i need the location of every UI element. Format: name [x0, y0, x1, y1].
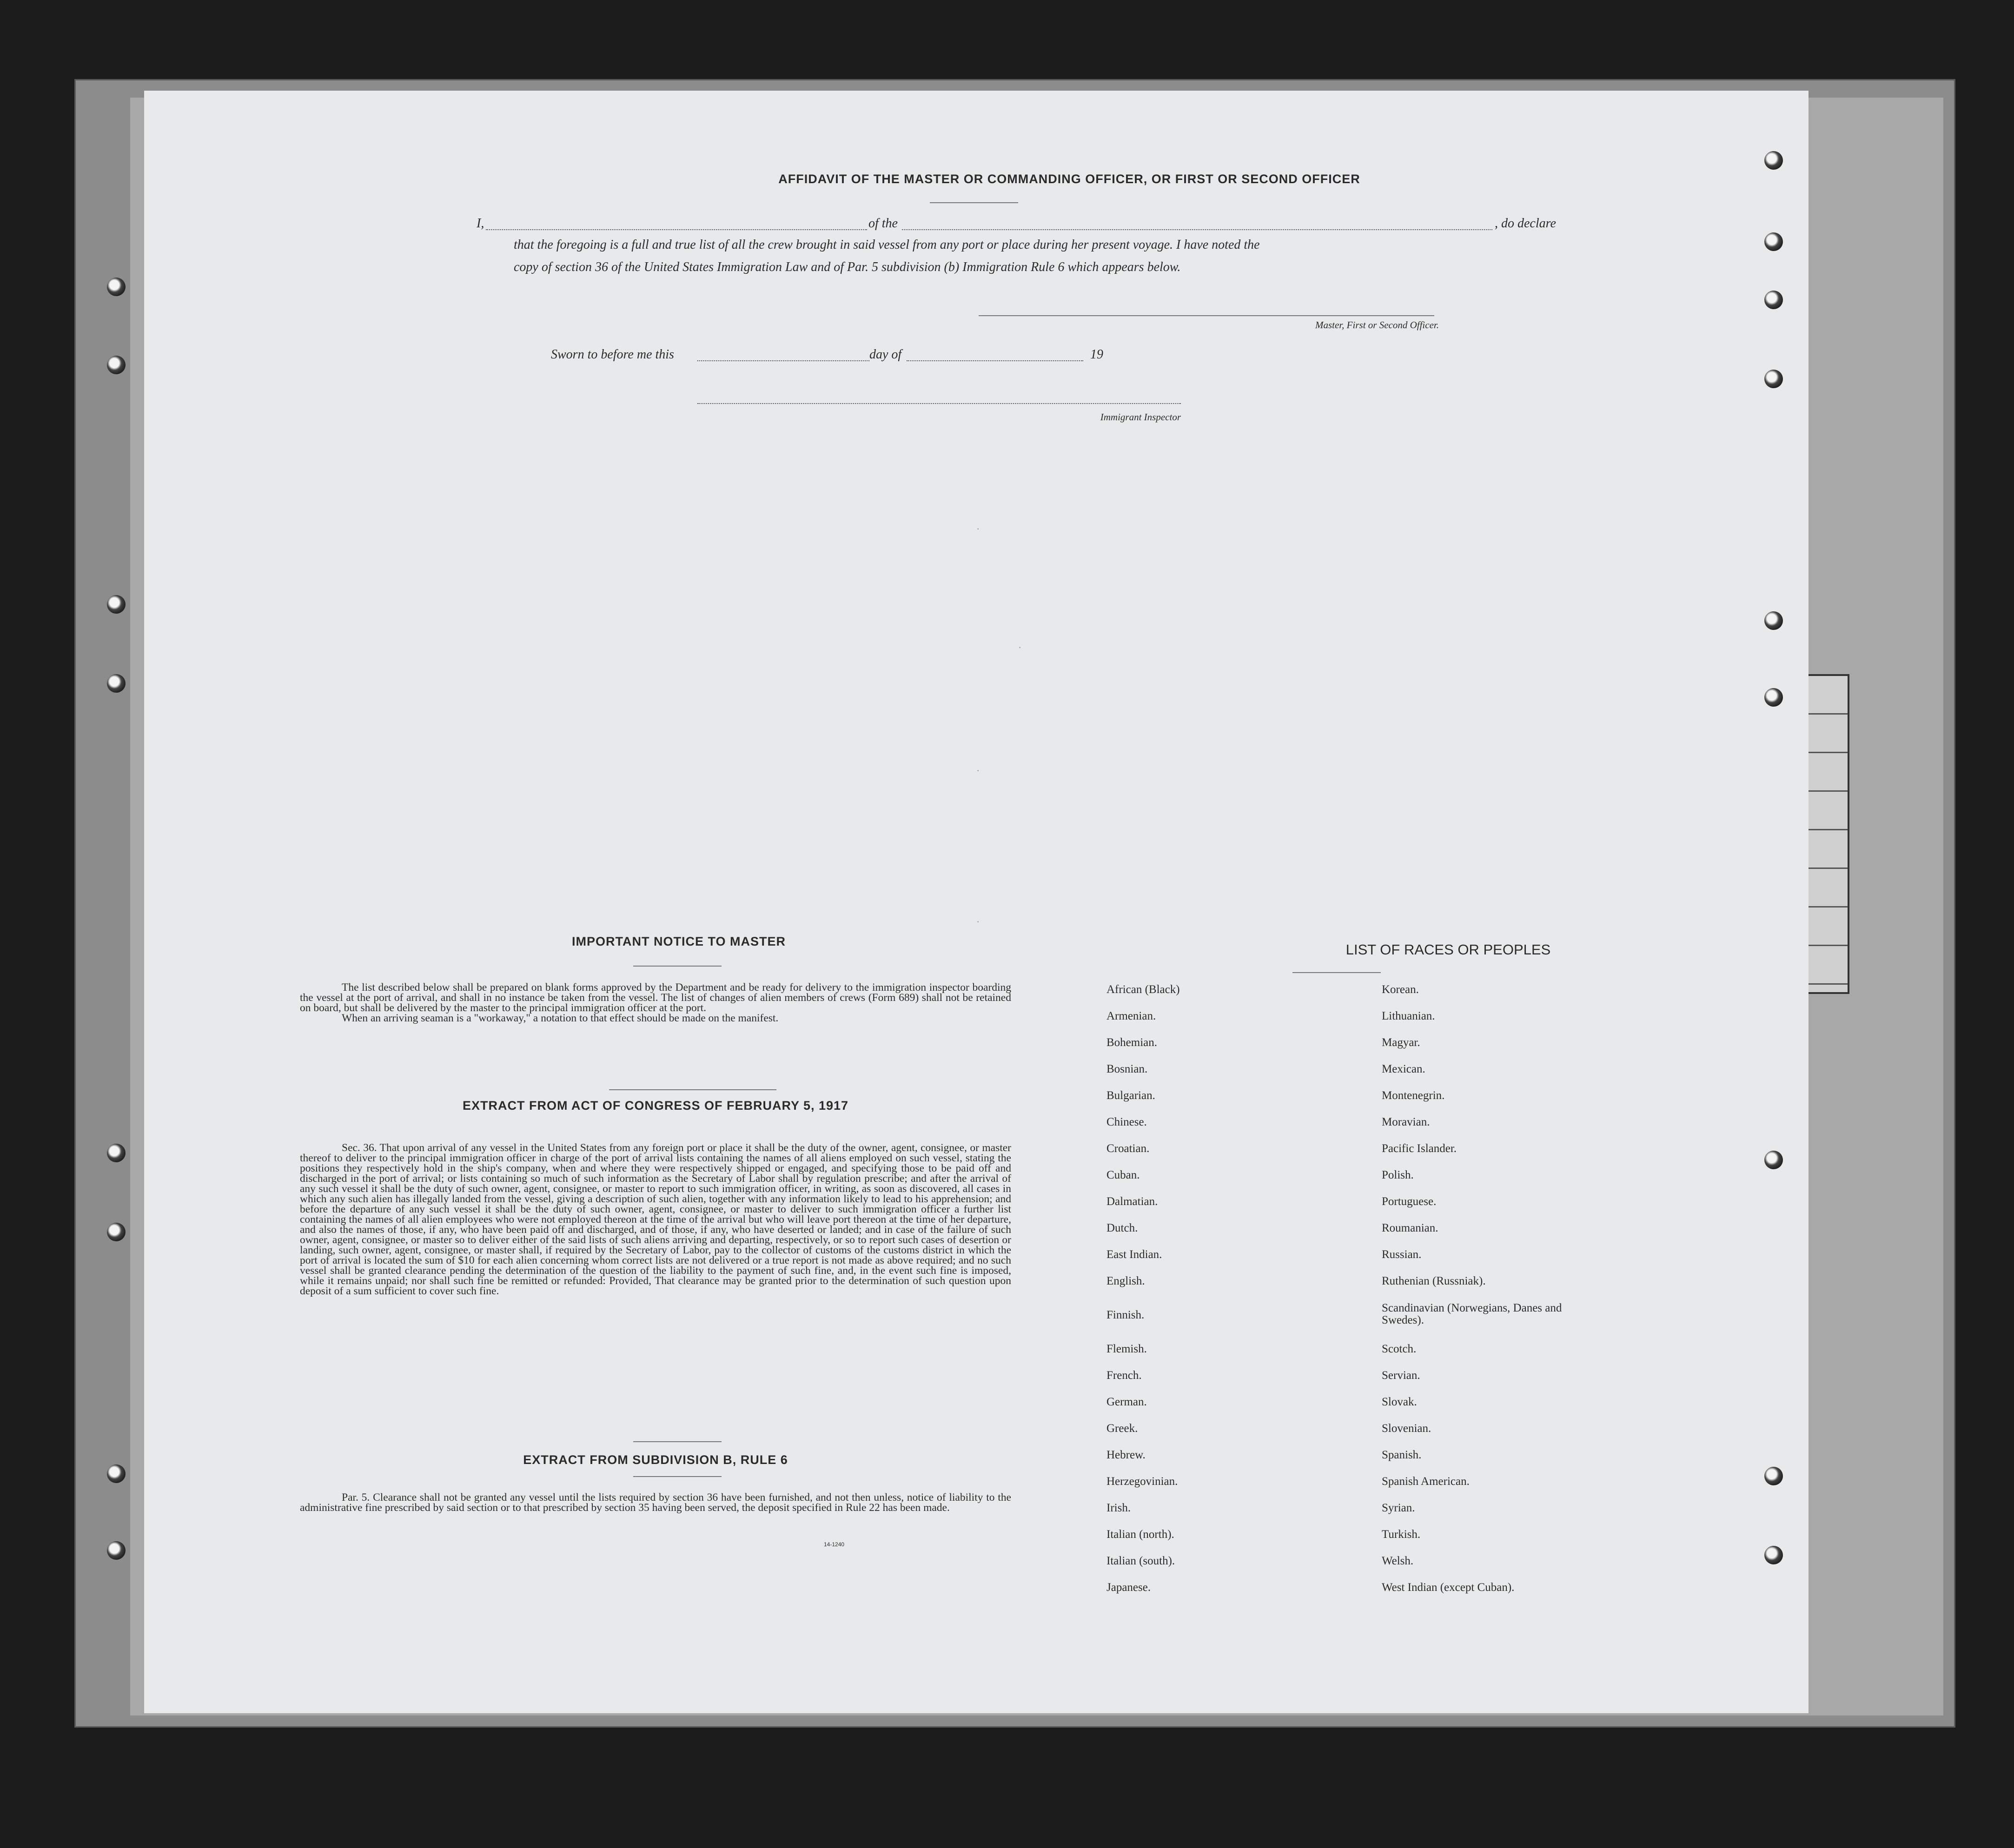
race-item: Chinese. [1106, 1116, 1147, 1128]
race-item: Scandinavian (Norwegians, Danes and Swedes). [1382, 1302, 1562, 1326]
race-item: Russian. [1382, 1248, 1422, 1261]
race-item: Flemish. [1106, 1343, 1147, 1355]
binder-hole-icon [1764, 611, 1783, 630]
race-item: Bosnian. [1106, 1063, 1148, 1075]
race-item: Syrian. [1382, 1502, 1415, 1514]
race-item: Magyar. [1382, 1036, 1420, 1049]
race-item: Ruthenian (Russniak). [1382, 1275, 1486, 1287]
binder-hole-icon [107, 1144, 126, 1162]
affidavit-of-the-label: of the [868, 216, 898, 231]
affidavit-statement-line3: copy of section 36 of the United States Immigration Law and of Par. 5 subdivision (b) Immigration Rule 6 which appears below. [514, 260, 1181, 274]
extract-act-body [300, 1143, 1011, 1296]
race-item: Montenegrin. [1382, 1089, 1445, 1102]
par-5-text: Par. 5. Clearance shall not be granted any vessel until the lists required by section 36 have been furnished, and not then unless, notice of liability to the administrative fine prescribed by said section or to that prescribed by section 35 having been served, the deposit specified in Rule 22 has been made. [300, 1491, 1011, 1514]
race-item: English. [1106, 1275, 1145, 1287]
binder-hole-icon [107, 1464, 126, 1483]
race-item: Moravian. [1382, 1116, 1430, 1128]
binder-hole-icon [107, 595, 126, 614]
race-item: Irish. [1106, 1502, 1131, 1514]
binder-hole-icon [1764, 291, 1783, 309]
sworn-label: Sworn to before me this [551, 347, 674, 362]
index-tab-strip [1804, 674, 1849, 994]
race-item: French. [1106, 1369, 1142, 1382]
vessel-name-field[interactable] [902, 229, 1492, 230]
race-item: Korean. [1382, 983, 1419, 996]
binder-hole-icon [1764, 1546, 1783, 1564]
race-item: Portuguese. [1382, 1195, 1437, 1208]
notice-title: IMPORTANT NOTICE TO MASTER [572, 934, 786, 948]
binder-hole-icon [107, 356, 126, 374]
race-item: Hebrew. [1106, 1449, 1146, 1461]
race-item: Spanish. [1382, 1449, 1422, 1461]
race-item: Croatian. [1106, 1142, 1150, 1155]
race-item: African (Black) [1106, 983, 1180, 996]
binder-hole-icon [1764, 370, 1783, 388]
race-item: Italian (south). [1106, 1555, 1175, 1567]
race-item: Armenian. [1106, 1010, 1156, 1022]
binder-hole-icon [1764, 232, 1783, 251]
race-item: Herzegovinian. [1106, 1475, 1178, 1488]
notice-paragraph-1: The list described below shall be prepared on blank forms approved by the Department and be ready for delivery to the immigration inspector boarding the vessel at the port of arrival, and shall in no instance be taken from the vessel. The list of changes of alien members of crews (Form 689) shall not be retained on board, but shall be delivered by the master to the principal immigration officer at the port. [300, 981, 1011, 1014]
divider [633, 1441, 722, 1442]
sworn-month-field[interactable] [907, 360, 1083, 361]
race-item: Dalmatian. [1106, 1195, 1158, 1208]
race-item: East Indian. [1106, 1248, 1162, 1261]
binder-hole-icon [1764, 1151, 1783, 1169]
master-name-field[interactable] [486, 229, 867, 230]
notice-body [300, 982, 1011, 1023]
form-page [144, 91, 1809, 1713]
race-item: Italian (north). [1106, 1528, 1174, 1541]
bleed-through-mark: · [976, 916, 980, 927]
race-item: Cuban. [1106, 1169, 1140, 1181]
binder-hole-icon [107, 674, 126, 693]
races-title: LIST OF RACES OR PEOPLES [1345, 941, 1551, 958]
race-item: Finnish. [1106, 1309, 1145, 1321]
race-item: Lithuanian. [1382, 1010, 1435, 1022]
binder-hole-icon [1764, 1467, 1783, 1485]
binder-hole-icon [1764, 151, 1783, 170]
race-item: Scotch. [1382, 1343, 1417, 1355]
sworn-year-label: 19 [1090, 347, 1103, 362]
section-36-text: Sec. 36. That upon arrival of any vessel in the United States from any foreign port or place it shall be the duty of the owner, agent, consignee, or master thereof to deliver to the principal immigration officer in charge of the port of arrival lists containing the names of all aliens employed on such vessel, stating the positions they respectively hold in the ship's company, when and where they were respectively shipped or engaged, and specifying those to be paid off and discharged in the port of arrival; or lists containing so much of such information as the Secretary of Labor shall by regulation prescribe; and after the arrival of any such vessel it shall be the duty of such owner, agent, consignee, or master to report to such immigration officer, in writing, as soon as discovered, all cases in which any such alien has illegally landed from the vessel, giving a description of such alien, together with any information likely to lead to his apprehension; and before the departure of any such vessel it shall be the duty of such owner, agent, consignee, or master to deliver to such immigration officer a further list containing the names of all alien employees who were not employed thereon at the time of the arrival but who will leave port thereon at the time of her departure, and also the names of those, if any, who have been paid off and discharged, and of those, if any, who have deserted or landed; and in case of the failure of such owner, agent, consignee, or master so to deliver either of the said lists of such aliens arriving and departing, respectively, or so to report such cases of desertion or landing, such owner, agent, consignee, or master shall, if required by the Secretary of Labor, pay to the collector of customs of the customs district in which the port of arrival is located the sum of $10 for each alien concerning whom correct lists are not delivered or a true report is not made as above required; and no such vessel shall be granted clearance pending the determination of the question of the liability to the payment of such fine, and, in the event such fine is imposed, while it remains unpaid; nor shall such fine be remitted or refunded: Provided, That clearance may be granted prior to the determination of such question upon deposit of a sum sufficient to cover such fine. [300, 1142, 1011, 1297]
sworn-date-field[interactable] [697, 360, 869, 361]
race-item: Bohemian. [1106, 1036, 1158, 1049]
bleed-through-mark: · [976, 523, 980, 535]
extract-rule-body [300, 1492, 1011, 1513]
master-signature-line[interactable] [979, 315, 1434, 316]
race-item: Mexican. [1382, 1063, 1425, 1075]
race-item: Servian. [1382, 1369, 1420, 1382]
divider [609, 1089, 776, 1090]
divider [633, 1476, 722, 1477]
binder-hole-icon [107, 1541, 126, 1560]
race-item: Dutch. [1106, 1222, 1138, 1234]
affidavit-title: AFFIDAVIT OF THE MASTER OR COMMANDING OFFICER, OR FIRST OR SECOND OFFICER [778, 172, 1360, 186]
race-item: Greek. [1106, 1422, 1138, 1435]
binder-hole-icon [107, 1223, 126, 1241]
notice-paragraph-2: When an arriving seaman is a "workaway," a notation to that effect should be made on the manifest. [342, 1012, 779, 1024]
affidavit-statement-line2: that the foregoing is a full and true list of all the crew brought in said vessel from any port or place during her present voyage. I have noted the [514, 238, 1260, 252]
race-item: Turkish. [1382, 1528, 1421, 1541]
master-signature-label: Master, First or Second Officer. [1315, 319, 1439, 331]
race-item: Polish. [1382, 1169, 1414, 1181]
form-number: 14-1240 [824, 1541, 845, 1548]
race-item: Pacific Islander. [1382, 1142, 1457, 1155]
extract-act-title: EXTRACT FROM ACT OF CONGRESS OF FEBRUARY 5, 1917 [462, 1099, 849, 1113]
divider [1292, 972, 1381, 973]
race-item: Slovenian. [1382, 1422, 1431, 1435]
divider [633, 966, 722, 967]
bleed-through-mark: · [1018, 642, 1022, 653]
bleed-through-mark: · [976, 765, 980, 776]
race-item: Welsh. [1382, 1555, 1414, 1567]
race-item: Roumanian. [1382, 1222, 1438, 1234]
divider [930, 202, 1018, 203]
sworn-day-of-label: day of [869, 347, 902, 362]
race-item: Bulgarian. [1106, 1089, 1155, 1102]
race-item: Spanish American. [1382, 1475, 1470, 1488]
race-item: German. [1106, 1396, 1147, 1408]
race-item: West Indian (except Cuban). [1382, 1581, 1515, 1594]
race-item: Slovak. [1382, 1396, 1417, 1408]
binder-hole-icon [1764, 688, 1783, 707]
extract-rule-title: EXTRACT FROM SUBDIVISION B, RULE 6 [523, 1453, 788, 1467]
inspector-signature-line[interactable] [697, 403, 1181, 404]
inspector-label: Immigrant Inspector [1100, 411, 1181, 423]
affidavit-i-label: I, [477, 216, 484, 231]
affidavit-declare-label: , do declare [1495, 216, 1556, 231]
binder-hole-icon [107, 278, 126, 296]
race-item: Japanese. [1106, 1581, 1151, 1594]
